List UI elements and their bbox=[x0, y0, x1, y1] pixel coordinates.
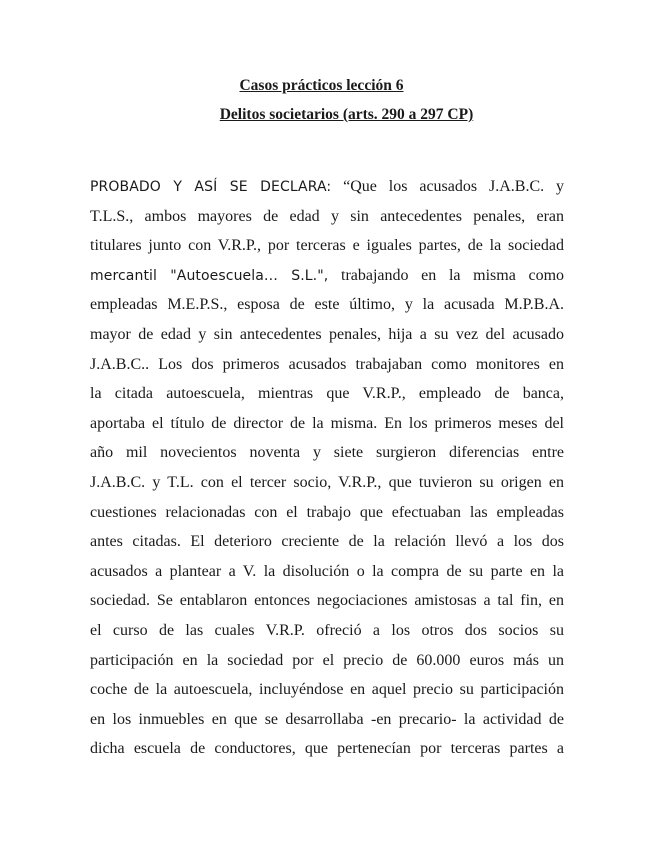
body-line: sociedad. Se entablaron entonces negociaciones amistosas a tal fin, en bbox=[90, 592, 564, 610]
body-line: participación en la sociedad por el precio de 60.000 euros más un bbox=[90, 651, 564, 669]
body-line bbox=[90, 172, 564, 202]
body-line: la citada autoescuela, mientras que V.R.P., empleado de banca, bbox=[90, 385, 564, 403]
document-subtitle: Delitos societarios (arts. 290 a 297 CP) bbox=[219, 106, 474, 123]
body-line: J.A.B.C. y T.L. con el tercer socio, V.R.P., que tuvieron su origen en bbox=[90, 473, 564, 491]
body-line: T.L.S., ambos mayores de edad y sin antecedentes penales, eran bbox=[90, 207, 564, 225]
line-text: trabajando en la misma como bbox=[341, 266, 565, 284]
body-line: antes citadas. El deterioro creciente de la relación llevó a los dos bbox=[90, 533, 564, 551]
body-line: empleadas M.E.P.S., esposa de este último, y la acusada M.P.B.A. bbox=[90, 296, 564, 314]
body-line bbox=[90, 261, 564, 291]
document-title: Casos prácticos lección 6 bbox=[239, 77, 404, 94]
body-line: titulares junto con V.R.P., por terceras e iguales partes, de la sociedad bbox=[90, 237, 564, 255]
body-line: J.A.B.C.. Los dos primeros acusados trabajaban como monitores en bbox=[90, 355, 564, 373]
line-lead: PROBADO Y ASÍ SE DECLARA: bbox=[90, 179, 332, 195]
body-line: el curso de las cuales V.R.P. ofreció a los otros dos socios su bbox=[90, 621, 564, 639]
body-line: acusados a plantear a V. la disolución o la compra de su parte en la bbox=[90, 562, 564, 580]
document-body bbox=[90, 172, 564, 764]
line-text: “Que los acusados J.A.B.C. y bbox=[343, 178, 565, 195]
body-line: cuestiones relacionadas con el trabajo que efectuaban las empleadas bbox=[90, 503, 564, 521]
body-line: coche de la autoescuela, incluyéndose en aquel precio su participación bbox=[90, 681, 564, 699]
body-line: dicha escuela de conductores, que pertenecían por terceras partes a bbox=[90, 740, 564, 758]
body-line: en los inmuebles en que se desarrollaba -en precario- la actividad de bbox=[90, 710, 564, 728]
body-line: año mil novecientos noventa y siete surgieron diferencias entre bbox=[90, 444, 564, 462]
body-line: aportaba el título de director de la misma. En los primeros meses del bbox=[90, 414, 564, 432]
line-lead: mercantil "Autoescuela… S.L.", bbox=[90, 267, 329, 284]
body-line: mayor de edad y sin antecedentes penales, hija a su vez del acusado bbox=[90, 325, 564, 343]
